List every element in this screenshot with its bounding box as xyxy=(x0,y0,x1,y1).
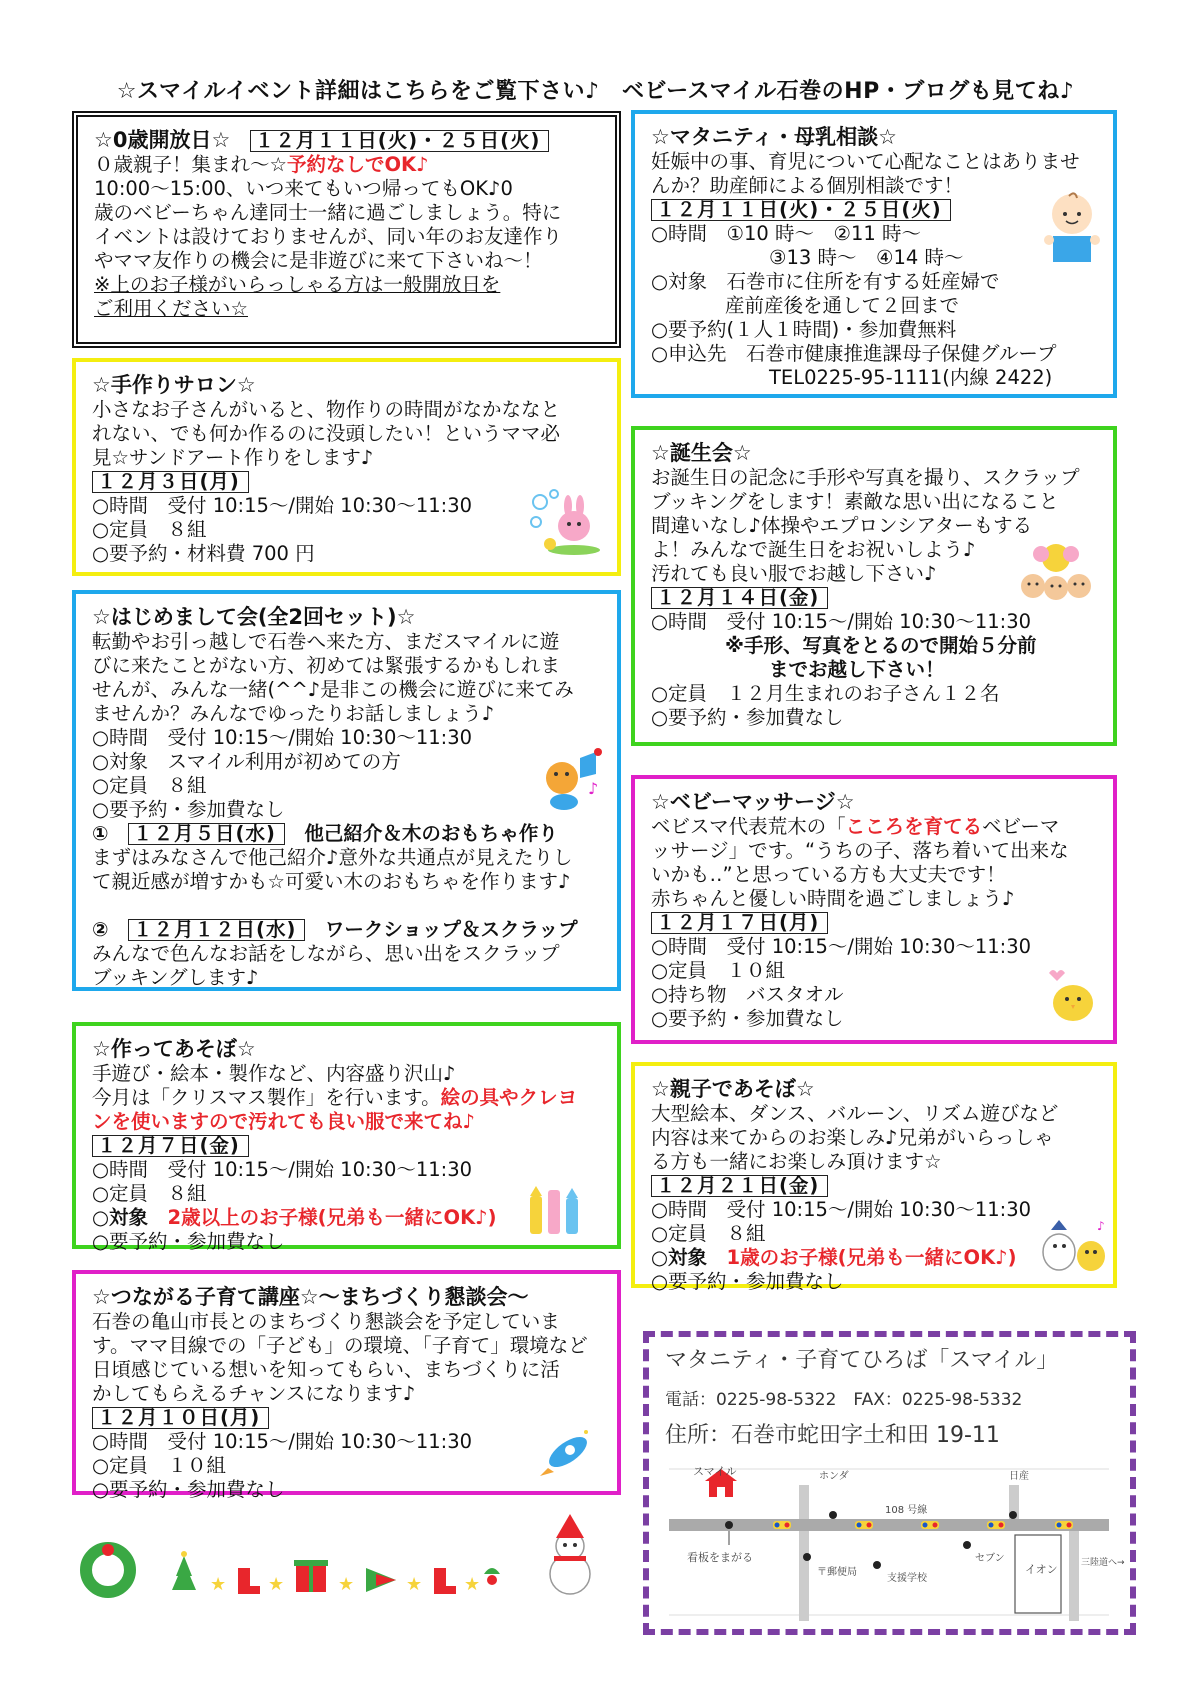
hajime-title: ☆はじめまして会(全2回セット)☆ xyxy=(92,605,416,629)
chick-icon xyxy=(1043,965,1099,1025)
zero-line6: ※上のお子様がいらっしゃる方は一般開放日を xyxy=(94,273,501,296)
zero-line1a: ０歳親子！集まれ～☆ xyxy=(94,153,287,176)
tsukutte-capacity: ○定員 ８組 xyxy=(92,1182,207,1205)
birthday-note1: ※手形、写真をとるので開始５分前 xyxy=(725,634,1037,657)
facility-name: マタニティ・子育てひろば「スマイル」 xyxy=(665,1348,1059,1373)
tsukutte-fee: ○要予約・参加費なし xyxy=(92,1230,285,1253)
zero-date: １２月１１日(火)・２５日(火) xyxy=(250,130,550,152)
salon-line2: れない、でも何か作るのに没頭したい！というママ必 xyxy=(92,422,561,445)
map-post-label: 〒郵便局 xyxy=(817,1567,857,1578)
access-map xyxy=(669,1465,1125,1625)
tsunagaru-box xyxy=(72,1270,621,1501)
maternity-tel: TEL0225-95-1111(内線 2422) xyxy=(769,366,1053,389)
salon-box xyxy=(72,358,621,576)
massage-line3: いかも‥”と思っている方も大丈夫です！ xyxy=(651,863,1006,886)
baby-massage-box xyxy=(631,775,1117,1044)
tsunagaru-line2: す。ママ目線での「子ども」の環境、「子育て」環境など xyxy=(92,1334,588,1357)
baby-icon xyxy=(1039,190,1105,266)
hajime-line1: 転勤やお引っ越しで石巻へ来た方、まだスマイルに遊 xyxy=(92,630,560,653)
svg-text:★: ★ xyxy=(210,1574,227,1595)
tsukutte-target-label: ○対象 xyxy=(92,1206,168,1229)
maternity-line2: んか？助産師による個別相談です！ xyxy=(651,174,964,197)
christmas-decoration-row-icon xyxy=(80,1510,620,1602)
oyako-line2: 内容は来てからのお楽しみ♪兄弟がいらっしゃ xyxy=(651,1126,1054,1149)
hajime-line2: びに来たことがない方、初めては緊張するかもしれま xyxy=(92,654,561,677)
hajime-line4: ませんか？みんなでゆったりお話しましょう♪ xyxy=(92,702,495,725)
map-smile-label: スマイル xyxy=(693,1465,737,1478)
birds-icon xyxy=(1037,1216,1109,1274)
maternity-target2: 産前産後を通して２回まで xyxy=(725,294,960,317)
salon-capacity: ○定員 ８組 xyxy=(92,518,207,541)
session1-number: ① xyxy=(92,822,109,845)
rabbit-bubbles-icon xyxy=(528,488,606,558)
zero-title: ☆0歳開放日☆ xyxy=(94,128,231,152)
hajime-time: ○時間 受付 10:15～/開始 10:30～11:30 xyxy=(92,726,473,749)
map-seven-label: セブン xyxy=(975,1553,1005,1564)
maternity-time2: ③13 時～ ④14 時～ xyxy=(769,246,964,269)
map-aeon-label: イオン xyxy=(1025,1563,1058,1576)
svg-text:★: ★ xyxy=(464,1574,481,1595)
massage-time: ○時間 受付 10:15～/開始 10:30～11:30 xyxy=(651,935,1032,958)
session1-line1: まずはみなさんで他己紹介♪意外な共通点が見えたりし xyxy=(92,846,573,869)
oyako-line3: る方も一緒にお楽しみ頂けます☆ xyxy=(651,1150,942,1173)
birthday-line1: お誕生日の記念に手形や写真を撮り、スクラップ xyxy=(651,466,1080,489)
tsukutte-line3: ンを使いますので汚れても良い服で来てね♪ xyxy=(92,1110,475,1133)
zero-open-day-box xyxy=(72,111,621,348)
tsukutte-box xyxy=(72,1022,621,1253)
facility-info-box xyxy=(643,1331,1136,1635)
oyako-target-label: ○対象 xyxy=(651,1246,727,1269)
birthday-line4: よ！みんなで誕生日をお祝いしよう♪ xyxy=(651,538,976,561)
tsunagaru-fee: ○要予約・参加費なし xyxy=(92,1478,285,1501)
oyako-line1: 大型絵本、ダンス、バルーン、リズム遊びなど xyxy=(651,1102,1059,1125)
map-route-label: 108 号線 xyxy=(885,1505,928,1516)
tsukutte-date: １２月７日(金) xyxy=(92,1135,249,1157)
maternity-time1: ○時間 ①10 時～ ②11 時～ xyxy=(651,222,922,245)
hajime-target: ○対象 スマイル利用が初めての方 xyxy=(92,750,401,773)
maternity-fee: ○要予約(１人１時間)・参加費無料 xyxy=(651,318,957,341)
massage-title: ☆ベビーマッサージ☆ xyxy=(651,790,855,814)
session2-number: ② xyxy=(92,918,109,941)
session1-line2: て親近感が増すかも☆可愛い木のおもちゃを作ります♪ xyxy=(92,870,571,893)
hajimemashite-box xyxy=(72,590,621,991)
session2-date: １２月１２日(水) xyxy=(128,919,305,941)
massage-line4: 赤ちゃんと優しい時間を過ごしましょう♪ xyxy=(651,887,1015,910)
massage-date: １２月１７日(月) xyxy=(651,912,828,934)
facility-phone: 電話：0225-98-5322 FAX：0225-98-5332 xyxy=(665,1390,1023,1410)
zero-line5: やママ友作りの機会に是非遊びに来て下さいね～！ xyxy=(94,249,543,272)
oyako-time: ○時間 受付 10:15～/開始 10:30～11:30 xyxy=(651,1198,1032,1221)
hajime-capacity: ○定員 ８組 xyxy=(92,774,207,797)
tsunagaru-date: １２月１０日(月) xyxy=(92,1407,269,1429)
hajime-line3: せんが、みんな一緒(^^♪是非この機会に遊びに来てみ xyxy=(92,678,574,701)
maternity-box xyxy=(631,110,1117,398)
salon-date: １２月３日(月) xyxy=(92,471,249,493)
oyako-title: ☆親子であそぼ☆ xyxy=(651,1077,815,1101)
massage-fee: ○要予約・参加費なし xyxy=(651,1007,844,1030)
oyako-capacity: ○定員 ８組 xyxy=(651,1222,766,1245)
salon-line3: 見☆サンドアート作りをします♪ xyxy=(92,446,374,469)
hajime-fee: ○要予約・参加費なし xyxy=(92,798,285,821)
massage-line1a: ベビスマ代表荒木の「 xyxy=(651,815,846,838)
session2-line2: ブッキングします♪ xyxy=(92,966,259,989)
map-honda-label: ホンダ xyxy=(819,1471,849,1482)
rocket-icon xyxy=(536,1424,598,1480)
massage-line2: ッサージ」です。“うちの子、落ち着いて出来な xyxy=(651,839,1069,862)
oyako-date: １２月２１日(金) xyxy=(651,1175,828,1197)
salon-title: ☆手作りサロン☆ xyxy=(92,373,256,397)
birthday-note2: までお越し下さい！ xyxy=(769,658,945,681)
massage-line1b: こころを育てる xyxy=(845,815,983,838)
birthday-time: ○時間 受付 10:15～/開始 10:30～11:30 xyxy=(651,610,1032,633)
tsukutte-line1: 手遊び・絵本・製作など、内容盛り沢山♪ xyxy=(92,1062,456,1085)
map-school-label: 支援学校 xyxy=(887,1573,927,1584)
session2-line1: みんなで色んなお話をしながら、思い出をスクラップ xyxy=(92,942,560,965)
tsukutte-line2a: 今月は「クリスマス製作」を行います。 xyxy=(92,1086,441,1109)
tsunagaru-capacity: ○定員 １０組 xyxy=(92,1454,227,1477)
map-kanban-label: 看板をまがる xyxy=(687,1551,753,1564)
salon-fee: ○要予約・材料費 700 円 xyxy=(92,542,315,565)
birthday-line5: 汚れても良い服でお越し下さい♪ xyxy=(651,562,937,585)
tsunagaru-title: ☆つながる子育て講座☆～まちづくり懇談会～ xyxy=(92,1285,529,1309)
session2-title: ワークショップ＆スクラップ xyxy=(324,918,578,941)
tsukutte-time: ○時間 受付 10:15～/開始 10:30～11:30 xyxy=(92,1158,473,1181)
crayons-icon xyxy=(524,1186,594,1238)
zero-no-reservation: 予約なしでOK♪ xyxy=(286,153,429,176)
maternity-title: ☆マタニティ・母乳相談☆ xyxy=(651,125,897,149)
birthday-line2: ブッキングをします！素敵な思い出になること xyxy=(651,490,1059,513)
zero-line3: 歳のベビーちゃん達同士一緒に過ごしましょう。特に xyxy=(94,201,562,224)
birthday-date: １２月１４日(金) xyxy=(651,587,828,609)
session1-title: 他己紹介＆木のおもちゃ作り xyxy=(304,822,558,845)
map-sanriku-label: 三陸道へ→ xyxy=(1081,1558,1125,1568)
massage-capacity: ○定員 １０組 xyxy=(651,959,786,982)
svg-text:★: ★ xyxy=(406,1574,423,1595)
music-animal-icon xyxy=(536,744,606,814)
salon-line1: 小さなお子さんがいると、物作りの時間がなかななと xyxy=(92,398,561,421)
massage-bring: ○持ち物 バスタオル xyxy=(651,983,844,1006)
tsunagaru-line3: 日頃感じている想いを知ってもらい、まちづくりに活 xyxy=(92,1358,560,1381)
salon-time: ○時間 受付 10:15～/開始 10:30～11:30 xyxy=(92,494,473,517)
zero-line4: イベントは設けておりませんが、同い年のお友達作り xyxy=(94,225,563,248)
oyako-target-value: 1歳のお子様(兄弟も一緒にOK♪) xyxy=(726,1246,1017,1269)
session1-date: １２月５日(水) xyxy=(128,823,285,845)
oyako-fee: ○要予約・参加費なし xyxy=(651,1270,844,1293)
maternity-target1: ○対象 石巻市に住所を有する妊産婦で xyxy=(651,270,1000,293)
tsukutte-line2b: 絵の具やクレヨ xyxy=(440,1086,578,1109)
massage-line1c: ベビーマ xyxy=(982,815,1060,838)
maternity-line1: 妊娠中の事、育児について心配なことはありませ xyxy=(651,150,1080,173)
svg-text:★: ★ xyxy=(268,1574,285,1595)
birthday-capacity: ○定員 １２月生まれのお子さん１２名 xyxy=(651,682,1000,705)
map-nissan-label: 日産 xyxy=(1009,1471,1029,1482)
svg-text:♪: ♪ xyxy=(1097,1219,1105,1233)
svg-text:★: ★ xyxy=(338,1574,355,1595)
oyako-box xyxy=(631,1062,1117,1293)
birthday-box xyxy=(631,426,1117,746)
zero-line7: ご利用ください☆ xyxy=(94,297,248,320)
tsunagaru-line1: 石巻の亀山市長とのまちづくり懇談会を予定していま xyxy=(92,1310,560,1333)
tsunagaru-time: ○時間 受付 10:15～/開始 10:30～11:30 xyxy=(92,1430,473,1453)
page-header: ☆スマイルイベント詳細はこちらをご覧下さい♪ ベビースマイル石巻のHP・ブログも見てね♪ xyxy=(116,79,1075,104)
flower-bouquet-icon xyxy=(1019,540,1093,610)
facility-address: 住所：石巻市蛇田字土和田 19-11 xyxy=(665,1423,1000,1448)
svg-text:♪: ♪ xyxy=(588,779,599,798)
birthday-line3: 間違いなし♪体操やエプロンシアターもする xyxy=(651,514,1033,537)
maternity-date: １２月１１日(火)・２５日(火) xyxy=(651,199,951,221)
zero-line2: 10:00～15:00、いつ来てもいつ帰ってもOK♪0 xyxy=(94,177,513,200)
tsunagaru-line4: かしてもらえるチャンスになります♪ xyxy=(92,1382,416,1405)
tsukutte-title: ☆作ってあそぼ☆ xyxy=(92,1037,256,1061)
birthday-title: ☆誕生会☆ xyxy=(651,441,752,465)
tsukutte-target-value: 2歳以上のお子様(兄弟も一緒にOK♪) xyxy=(167,1206,497,1229)
birthday-fee: ○要予約・参加費なし xyxy=(651,706,844,729)
maternity-apply: ○申込先 石巻市健康推進課母子保健グループ xyxy=(651,342,1057,365)
